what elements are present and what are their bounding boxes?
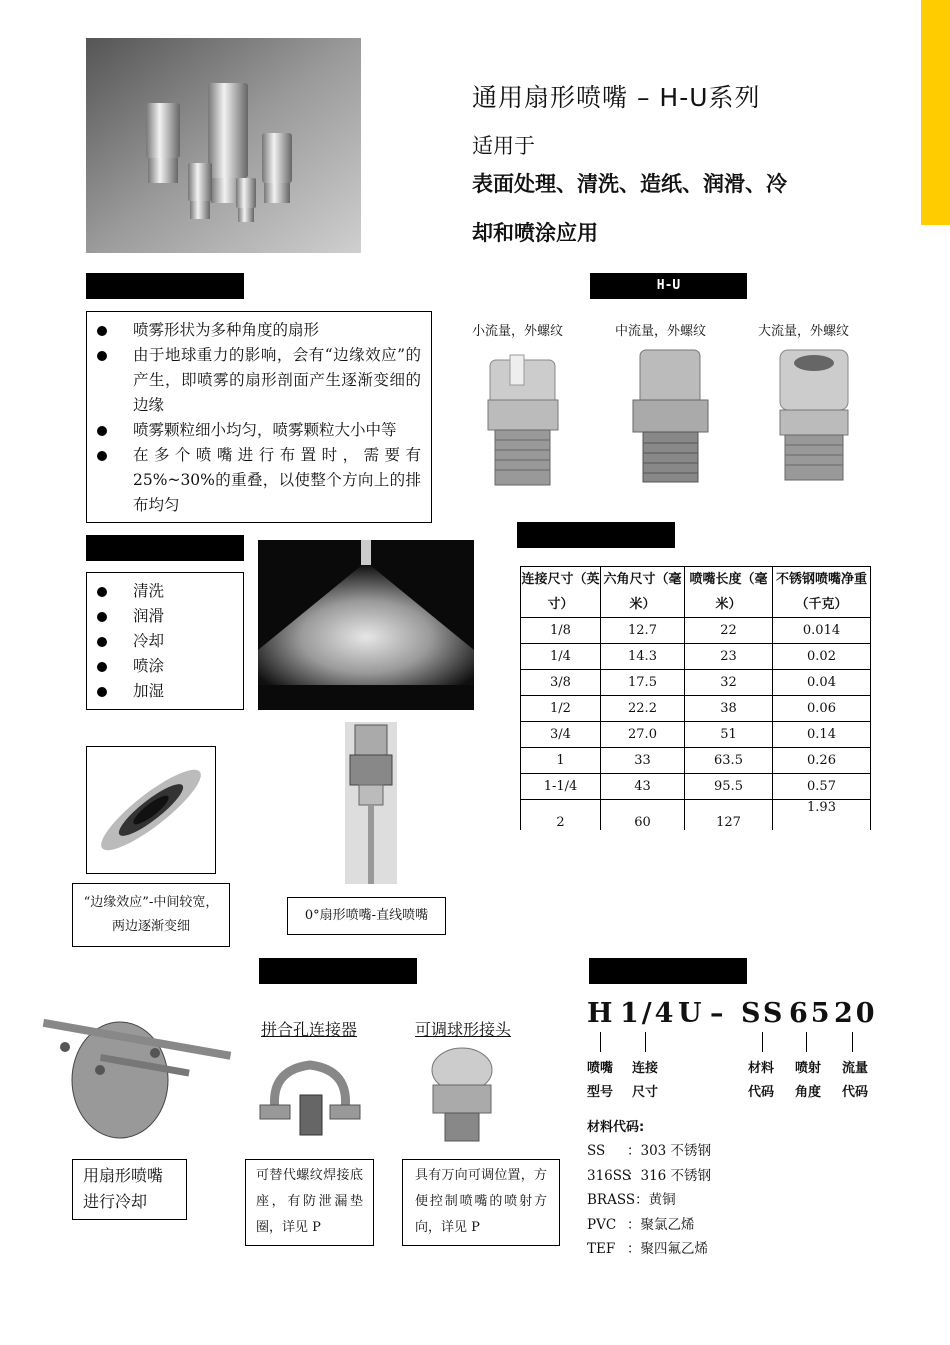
table-cell: 1/4 — [521, 644, 601, 670]
code-label-size — [632, 1057, 658, 1105]
zero-degree-caption — [287, 897, 446, 935]
material-sep: ： — [635, 1192, 649, 1208]
spec-table — [520, 566, 871, 830]
feature-item: 喷雾颗粒细小均匀，喷雾颗粒大小中等 — [87, 418, 421, 443]
edge-effect-image — [86, 746, 216, 874]
cooling-caption-text: 用扇形喷嘴进行冷却 — [83, 1166, 164, 1211]
material-name: 聚氯乙烯 — [640, 1216, 695, 1233]
order-code-dash: – — [710, 998, 727, 1029]
table-row — [521, 696, 871, 722]
table-cell: 60 — [601, 800, 685, 830]
applications-box — [86, 572, 244, 710]
material-row — [587, 1139, 711, 1164]
nozzle-type-large-label: 大流量，外螺纹 — [758, 324, 850, 339]
code-label-type — [587, 1057, 613, 1105]
application-item: 加湿 — [87, 679, 243, 704]
table-cell: 95.5 — [685, 774, 773, 800]
table-header: 喷嘴长度（毫米） — [685, 567, 773, 618]
table-cell: 51 — [685, 722, 773, 748]
applicable-label: 适用于 — [472, 134, 535, 158]
material-code: TEF — [587, 1241, 616, 1257]
large-flow-nozzle-image — [775, 345, 855, 485]
zero-degree-nozzle-image — [345, 722, 397, 884]
material-name: 316 不锈钢 — [640, 1167, 712, 1184]
clamp-title: 拼合孔连接器 — [261, 1020, 358, 1039]
code-label-line: 材料 — [748, 1061, 775, 1076]
code-label-line: 代码 — [842, 1085, 869, 1100]
application-item: 冷却 — [87, 629, 243, 654]
order-code-u: U — [678, 998, 705, 1029]
order-code-flow: 20 — [834, 998, 878, 1029]
table-cell: 14.3 — [601, 644, 685, 670]
split-eyelet-connector-image — [255, 1050, 365, 1145]
table-cell: 3/4 — [521, 722, 601, 748]
material-code: SS — [587, 1143, 606, 1159]
table-cell: 32 — [685, 670, 773, 696]
table-row — [521, 644, 871, 670]
table-header: 不锈钢喷嘴净重（千克） — [773, 567, 871, 618]
table-cell: 0.06 — [773, 696, 871, 722]
material-sep: ： — [627, 1167, 641, 1184]
table-cell: 1 — [521, 748, 601, 774]
spray-pattern-photo — [258, 540, 474, 710]
material-row — [587, 1237, 711, 1262]
table-cell: 0.57 — [773, 774, 871, 800]
material-name: 303 不锈钢 — [640, 1143, 712, 1159]
features-bar — [86, 273, 244, 299]
table-cell: 33 — [601, 748, 685, 774]
code-label-flow — [842, 1057, 868, 1105]
feature-item: 在多个喷嘴进行布置时，需要有25%~30%的重叠，以使整个方向上的排布均匀 — [87, 443, 421, 518]
table-row — [521, 722, 871, 748]
uses-line-2: 却和喷涂应用 — [472, 221, 598, 245]
nozzle-type-small-label: 小流量，外螺纹 — [472, 324, 564, 339]
edge-effect-caption — [72, 883, 230, 947]
material-code: PVC — [587, 1216, 617, 1233]
cooling-disc-image — [40, 1015, 235, 1140]
nozzle-group-photo — [86, 38, 361, 253]
application-item: 润滑 — [87, 604, 243, 629]
ball-joint-caption — [402, 1159, 560, 1246]
edge-effect-caption-text: “边缘效应”-中间较宽，两边逐渐变细 — [83, 895, 219, 934]
material-row — [587, 1213, 711, 1238]
yellow-side-tab — [921, 0, 950, 225]
ball-joint-caption-text: 具有万向可调位置，方便控制喷嘴的喷射方向，详见 P — [415, 1168, 547, 1235]
medium-flow-nozzle-image — [628, 345, 718, 485]
code-label-material — [748, 1057, 774, 1105]
code-tick — [645, 1032, 646, 1052]
table-cell: 22.2 — [601, 696, 685, 722]
application-item: 喷涂 — [87, 654, 243, 679]
code-label-angle — [795, 1057, 821, 1105]
feature-item: 由于地球重力的影响，会有“边缘效应”的产生，即喷雾的扇形剖面产生逐渐变细的边缘 — [87, 343, 421, 418]
table-row — [521, 774, 871, 800]
code-label-line: 角度 — [795, 1085, 822, 1100]
cooling-caption — [72, 1159, 187, 1220]
table-cell: 17.5 — [601, 670, 685, 696]
material-row — [587, 1188, 711, 1213]
material-row — [587, 1164, 711, 1189]
order-code-material: SS — [741, 998, 786, 1029]
order-code-h: H — [587, 998, 616, 1029]
material-sep: ： — [627, 1216, 641, 1233]
table-row — [521, 800, 871, 830]
code-label-line: 代码 — [748, 1085, 775, 1100]
code-label-line: 喷嘴 — [587, 1061, 614, 1076]
code-label-line: 尺寸 — [632, 1085, 659, 1100]
table-cell: 27.0 — [601, 722, 685, 748]
table-cell: 1.93 — [773, 800, 871, 830]
code-tick — [852, 1032, 853, 1052]
material-code-title: 材料代码: — [587, 1120, 645, 1135]
table-header: 连接尺寸（英寸） — [521, 567, 601, 618]
clamp-caption — [245, 1159, 374, 1246]
material-name: 黄铜 — [648, 1192, 676, 1208]
table-cell: 127 — [685, 800, 773, 830]
table-cell: 2 — [521, 800, 601, 830]
code-tick — [762, 1032, 763, 1052]
order-code-size: 1/4 — [620, 998, 677, 1029]
material-sep: ： — [627, 1241, 641, 1257]
material-code: BRASS — [587, 1192, 636, 1208]
series-bar: H-U — [590, 273, 747, 299]
features-box — [86, 311, 432, 523]
page-title: 通用扇形喷嘴 – H-U系列 — [472, 83, 761, 112]
code-label-line: 喷射 — [795, 1061, 822, 1076]
ball-joint-title: 可调球形接头 — [415, 1020, 512, 1039]
code-tick — [806, 1032, 807, 1052]
small-flow-nozzle-image — [480, 345, 575, 490]
table-cell: 63.5 — [685, 748, 773, 774]
material-code-list — [587, 1139, 711, 1262]
table-row — [521, 670, 871, 696]
code-label-line: 连接 — [632, 1061, 659, 1076]
order-code-angle: 65 — [789, 998, 833, 1029]
material-name: 聚四氟乙烯 — [640, 1241, 708, 1257]
ordering-bar — [589, 958, 747, 984]
feature-item: 喷雾形状为多种角度的扇形 — [87, 318, 421, 343]
code-label-line: 型号 — [587, 1085, 614, 1100]
material-sep: ： — [627, 1143, 641, 1159]
table-cell: 23 — [685, 644, 773, 670]
table-cell: 1-1/4 — [521, 774, 601, 800]
applications-bar — [86, 535, 244, 561]
table-cell: 3/8 — [521, 670, 601, 696]
table-header: 六角尺寸（毫米） — [601, 567, 685, 618]
table-cell: 22 — [685, 618, 773, 644]
nozzle-type-medium-label: 中流量，外螺纹 — [615, 324, 707, 339]
table-cell: 43 — [601, 774, 685, 800]
material-code: 316SS — [587, 1167, 632, 1184]
table-cell: 38 — [685, 696, 773, 722]
table-cell: 0.14 — [773, 722, 871, 748]
table-row — [521, 618, 871, 644]
accessories-bar — [259, 958, 417, 984]
table-row — [521, 748, 871, 774]
zero-degree-caption-text: 0°扇形喷嘴-直线喷嘴 — [304, 908, 429, 923]
table-cell: 0.014 — [773, 618, 871, 644]
table-cell: 0.04 — [773, 670, 871, 696]
table-cell: 1/2 — [521, 696, 601, 722]
uses-line-1: 表面处理、清洗、造纸、润滑、冷 — [472, 172, 787, 196]
table-cell: 0.26 — [773, 748, 871, 774]
code-label-line: 流量 — [842, 1061, 869, 1076]
specs-bar — [517, 522, 675, 548]
clamp-caption-text: 可替代螺纹焊接底座，有防泄漏垫圈，详见 P — [256, 1168, 363, 1235]
table-cell: 1/8 — [521, 618, 601, 644]
table-cell: 0.02 — [773, 644, 871, 670]
code-tick — [600, 1032, 601, 1052]
table-cell: 12.7 — [601, 618, 685, 644]
application-item: 清洗 — [87, 579, 243, 604]
ball-joint-image — [425, 1045, 500, 1145]
